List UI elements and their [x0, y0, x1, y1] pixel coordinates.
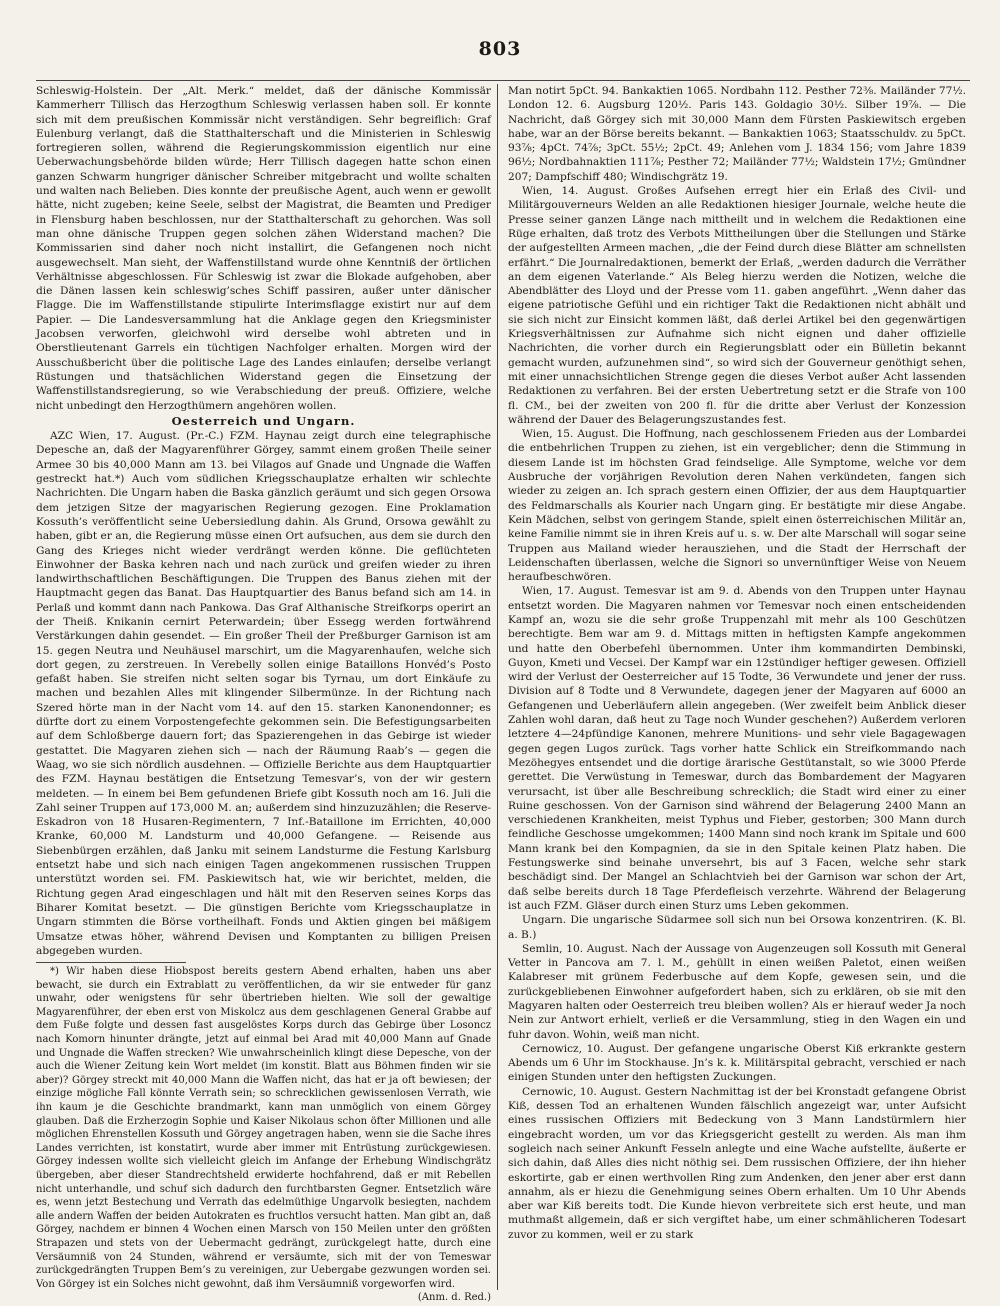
footnote-source: (Anm. d. Red.) [417, 1292, 491, 1304]
article-semlin: Semlin, 10. August. Nach der Aussage von Augenzeugen soll Kossuth mit General Vetter in Pancova am 7. l. M., gehüllt in einen weißen Paletot, einen weißen Kalabreser mit grünem Federbusche auf dem Kopfe, gewesen sein, und die zurückgebliebenen Einwohner aufgefordert haben, sich zu erklären, ob sie mit den Magyaren halten oder Oesterreich treu bleiben wollen? Als er hierauf weder Ja noch Nein zur Antwort erhielt, verließ er die Versammlung, stieg in den Wagen ein und fuhr davon. Wohin, weiß man nicht. [508, 942, 966, 1041]
footnote-rule [36, 962, 186, 963]
column-divider [497, 84, 498, 1290]
footnote-text: *) Wir haben diese Hiobspost bereits gestern Abend erhalten, haben uns aber bewacht, sie durch ein Extrablatt zu veröffentlichen, da wir sie entweder für ganz unwahr, oder wenigstens für sehr übertrieben hielten. Wie soll der gewaltige Magyarenführer, der eben erst von Miskolcz aus dem geschlagenen General Grabbe auf dem Fuße folgte und dessen fast ausgelöstes Korps durch das Gebirge über Losoncz nach Komorn hinunter drängte, jetzt auf einmal bei Arad mit 40,000 Mann auf Gnade und Ungnade die Waffen strecken? Wie unwahrscheinlich klingt diese Depesche, von der auch die Wiener Zeitung kein Wort meldet (im konstit. Blatt aus Böhmen finden wir sie aber)? Görgey streckt mit 40,000 Mann die Waffen nicht, das hat er ja oft bewiesen; der einzige mögliche Fall könnte Verrath sein; so schrecklichen gewissenlosen Verrath, wie ihn kaum je die Geschichte brandmarkt, kann man unmöglich von einem Görgey glauben. Daß die Erzherzogin Sophie und Kaiser Nikolaus schon öfter Millionen und alle möglichen Ehrenstellen Kossuth und Görgey angetragen haben, wenn sie die Sache ihres Landes verrichten, ist konstatirt, wurde aber immer mit Entrüstung zurückgewiesen. Görgey indessen wollte sich vielleicht gleich im Anfange der Erhebung Windischgrätz übergeben, aber dieser Standrechtsheld erwiderte hochfahrend, daß er mit Rebellen nicht unterhandle, und schuf sich dadurch den furchtbarsten Gegner. Entsetzlich wäre es, wenn jetzt Bestechung und Verrath das edelmüthige Ungarvolk besiegten, nachdem alle andern Waffen der beiden Autokraten es fruchtlos versucht hatten. Man gibt an, daß Görgey, nachdem er binnen 4 Wochen einen Marsch von 150 Meilen unter den größten Strapazen und stets von der Uebermacht gedrängt, zurückgelegt hatte, durch eine Versäumniß von 24 Stunden, während er versäumte, sich mit der von Temeswar zurückgedrängten Truppen Bem’s zu vereinigen, zur Uebergabe gezwungen worden sei. Von Görgey ist ein Solches nicht gewohnt, daß ihm Versäumniß vorgeworfen wird. [36, 966, 491, 1290]
section-heading-oesterreich-ungarn: Oesterreich und Ungarn. [171, 413, 356, 428]
article-schleswig-holstein: Schleswig-Holstein. Der „Alt. Merk.“ meldet, daß der dänische Kommissär Kammerherr Tillisch das Herzogthum Schleswig verlassen haben soll. Er konnte sich mit dem preußischen Kommissär nicht verständigen. Sehr begreiflich: Graf Eulenburg verlangt, daß die Statthalterschaft und die Ministerien in Schleswig fortregieren sollen, während die Regierungskommission eigentlich nur eine Ueberwachungsbehörde bilden würde; Herr Tillisch dagegen hatte schon einen ganzen Schwarm hungriger dänischer Schreiber mitgebracht und wollte schalten und walten nach Belieben. Dies konnte der preußische Agent, auch wenn er gewollt hätte, nicht zugeben; keine Seele, selbst der Magistrat, die Beamten und Prediger in Flensburg haben beschlossen, nur der Statthalterschaft zu gehorchen. Was soll man ohne dänische Truppen gegen solchen zähen Widerstand machen? Die Kommissarien sind daher noch nicht installirt, die Gefangenen noch nicht ausgewechselt. Man sieht, der Waffenstillstand wurde ohne Kenntniß der örtlichen Verhältnisse abgeschlossen. Für Schleswig ist zwar die Blokade aufgehoben, aber die Dänen lassen kein schleswig’sches Schiff passiren, außer unter dänischer Flagge. Die im Waffenstillstande stipulirte Interimsflagge existirt nur auf dem Papier. — Die Landesversammlung hat die Anklage gegen den Kriegsminister Jacobsen verworfen, gleichwohl wird derselbe wohl abtreten und in Oberstlieutenant Garrels ein tüchtigen Nachfolger erhalten. Morgen wird der Ausschußbericht über die politische Lage des Landes einlaufen; derselbe verlangt Rüstungen und thatsächlichen Widerstand gegen die Einsetzung der Waffenstillstandsregierung, so wie Verabschiedung der preuß. Offiziere, welche nicht unbedingt den Herzogthümern angehören wollen. [36, 85, 491, 412]
footnote [36, 965, 491, 1305]
article-ungarn: Ungarn. Die ungarische Südarmee soll sich nun bei Orsowa konzentriren. (K. Bl. a. B.) [508, 914, 966, 941]
right-column [508, 84, 966, 1292]
article-wien-17-august: Wien, 17. August. Temesvar ist am 9. d. Abends von den Truppen unter Haynau entsetzt worden. Die Magyaren nahmen vor Temesvar noch einen entscheidenden Kampf an, wozu sie die sehr große Truppenzahl mit mehr als 100 Geschützen berechtigte. Bem war am 9. d. Mittags mitten in heftigsten Kampfe angekommen und hatte den Oberbefehl übernommen. Unter ihm kommandirten Dembinski, Guyon, Kmeti und Vecsei. Der Kampf war ein 12stündiger heftiger gewesen. Offiziell wird der Verlust der Oesterreicher auf 15 Todte, 36 Verwundete und jener der russ. Division auf 8 Todte und 8 Verwundete, dagegen jener der Magyaren auf 6000 an Gefangenen und Ueberläufern allein angegeben. (Wer zweifelt beim Anblick dieser Zahlen wohl daran, daß heut zu Tage noch Wunder geschehen?) Außerdem verloren letztere 4—24pfündige Kanonen, mehrere Munitions- und sehr viele Bagagewagen gegen gegen Lugos zurück. Tags vorher hatte Schlick ein Streifkommando nach Mezöhegyes entsendet und die dortige ärarische Gestütanstalt, so wie 3000 Pferde gerettet. Die Verwüstung in Temeswar, durch das Bombardement der Magyaren verursacht, ist über alle Beschreibung schrecklich; die Stadt wird einer zu einer Ruine geschossen. Von der Garnison sind während der Belagerung 2400 Mann an verschiedenen Krankheiten, meist Typhus und Fieber, gestorben; 300 Mann durch feindliche Geschosse umgekommen; 1400 Mann sind noch krank im Spitale und 600 Mann krank bei den Kompagnien, da sie in den Spitale keinen Platz haben. Die Festungswerke sind beinahe unversehrt, bis auf 3 Facen, welche sehr stark beschädigt sind. Der Mangel an Schlachtvieh bei der Garnison war schon der Art, daß selbe bereits durch 18 Tage Pferdefleisch verzehrte. Während der Belagerung ist auch FZM. Gläser durch einen Sturz ums Leben gekommen. [508, 585, 966, 912]
article-wien-15-august: Wien, 15. August. Die Hoffnung, nach geschlossenem Frieden aus der Lombardei die entbehrlichen Truppen zu ziehen, ist ein vergeblicher; denn die Stimmung in diesem Lande ist im höchsten Grad feindselige. Alle Symptome, welche vor dem Ausbruche der vorjährigen Revolution deren Nahen verkündeten, fangen sich wieder zu zeigen an. Ich sprach gestern einen Offizier, der aus dem Hauptquartier des Feldmarschalls als Kourier nach Ungarn ging. Er bestätigte mir diese Angabe. Kein Mädchen, selbst von geringem Stande, spielt einen österreichischen Militär an, keine Familie nimmt sie in ihren Kreis auf u. s. w. Der alte Marschall will sogar seine Truppen aus Mailand wieder herausziehen, und die Stadt der Herrschaft der Leidenschaften überlassen, welche die Signori so unvernünftiger Weise von Neuem heraufbeschwören. [508, 428, 966, 584]
article-cernowicz-1: Cernowicz, 10. August. Der gefangene ungarische Oberst Kiß erkrankte gestern Abends um 6 Uhr im Stockhause. Jn’s k. k. Militärspital gebracht, verschied er nach einigen Stunden unter den heftigsten Zuckungen. [508, 1042, 966, 1084]
article-wien-17-august-azc: AZC Wien, 17. August. (Pr.-C.) FZM. Haynau zeigt durch eine telegraphische Depesche an, daß der Magyarenführer Görgey, sammt einem großen Theile seiner Armee 30 bis 40,000 Mann am 13. bei Vilagos auf Gnade und Ungnade die Waffen gestreckt hat.*) Auch vom südlichen Kriegsschauplatze erhalten wir schlechte Nachrichten. Die Ungarn haben die Baska gänzlich geräumt und sich gegen Orsowa dem jetzigen Sitze der magyarischen Regierung gezogen. Eine Proklamation Kossuth’s veröffentlicht seine Uebersiedlung dahin. Als Grund, Orsowa gewählt zu haben, gibt er an, die Regierung müsse einen Ort aufsuchen, aus dem sie durch den Gang des Krieges nicht wieder verdrängt werden könne. Die geflüchteten Einwohner der Baska kehren nach und nach zurück und greifen wieder zu ihren landwirthschaftlichen Beschäftigungen. Die Truppen des Banus ziehen mit der Hauptmacht gegen das Banat. Das Hauptquartier des Banus befand sich am 14. in Perlaß und kommt dann nach Pankowa. Das Graf Althanische Streifkorps operirt an der Theiß. Knikanin cernirt Peterwardein; über Essegg werden fortwährend Verstärkungen dahin gesendet. — Ein großer Theil der Preßburger Garnison ist am 15. gegen Neutra und Neuhäusel marschirt, um die Magyarenhaufen, welche sich dort gegen, zu zerstreuen. In Verebelly sollen einige Bataillons Honvéd’s Posto gefaßt haben. Sie streifen nicht selten sogar bis Tyrnau, um dort Einkäufe zu machen und bezahlen Alles mit klingender Silbermünze. In der Richtung nach Szered hörte man in der Nacht vom 14. auf den 15. starken Kanonendonner; es dürfte dort zu einem Vorpostengefechte gekommen sein. Die Befestigungsarbeiten auf dem Schloßberge dauern fort; das Spazierengehen in das Gebirge ist wieder gestattet. Die Magyaren ziehen sich — nach der Räumung Raab’s — gegen die Waag, wo sie sich nördlich ausdehnen. — Offizielle Berichte aus dem Hauptquartier des FZM. Haynau bestätigen die Entsetzung Temesvar’s, von der wir gestern meldeten. — In einem bei Bem gefundenen Briefe gibt Kossuth noch am 16. Juli die Zahl seiner Truppen auf 173,000 M. an; außerdem sind hinzuzuzählen; die Reserve-Eskadron von 18 Husaren-Regimentern, 7 Inf.-Bataillone im Errichten, 40,000 Kranke, 60,000 M. Landsturm und 40,000 Gefangene. — Reisende aus Siebenbürgen erzählen, daß Janku mit seinem Landsturme die Festung Karlsburg entsetzt habe und sich nach einigen Tagen angekommenen russischen Truppen unterstützt worden sei. FM. Paskiewitsch hat, wie wir berichtet, melden, die Richtung gegen Arad eingeschlagen und hält mit den Reserven seines Korps das Biharer Komitat besetzt. — Die günstigen Berichte vom Kriegsschauplatze in Ungarn stimmten die Börse vortheilhaft. Fonds und Aktien gingen bei mäßigem Umsatze etwas höher, während Devisen und Komptanten zu billigen Preisen abgegeben wurden. [36, 430, 491, 957]
left-column [36, 84, 491, 1304]
header-rule [36, 80, 970, 81]
page-number: 803 [478, 38, 522, 60]
article-cernowic-2: Cernowic, 10. August. Gestern Nachmittag ist der bei Kronstadt gefangene Obrist Kiß, dessen Tod an erhaltenen Wunden fälschlich angezeigt war, unter Aufsicht eines russischen Offiziers mit Bedeckung von 3 Mann Landstürmlern hier eingebracht worden, um vor das Kriegsgericht gestellt zu werden. Als man ihm sogleich nach seiner Ankunft Fesseln anlegte und eine Wache aufstellte, äußerte er sich dahin, daß Alles dies nicht nöthig sei. Dem russischen Offiziere, der ihn hieher eskortirte, gab er einen werthvollen Ring zum Andenken, den jener aber erst dann annahm, als er hiezu die Genehmigung seines Obern erhalten. Um 10 Uhr Abends aber war Kiß bereits todt. Die Kunde hievon verbreitete sich erst heute, und man muthmaßt allgemein, daß er sich vergiftet habe, um einer schmählicheren Todesart zuvor zu kommen, weil er zu stark [508, 1085, 966, 1241]
article-boerse-continued: Man notirt 5pCt. 94. Bankaktien 1065. Nordbahn 112. Pesther 72⅜. Mailänder 77½. London 12. 6. Augsburg 120½. Paris 143. Goldagio 30½. Silber 19⅞. — Die Nachricht, daß Görgey sich mit 30,000 Mann dem Fürsten Paskiewitsch ergeben habe, war an der Börse bereits bekannt. — Bankaktien 1063; Staatsschuldv. zu 5pCt. 93⅞; 4pCt. 74⅞; 3pCt. 55½; 2pCt. 49; Anlehen vom J. 1834 156; vom Jahre 1839 96½; Nordbahnaktien 111⅞; Pesther 72; Mailänder 77½; Waldstein 17½; Gmündner 207; Dampfschiff 480; Windischgrätz 19. [508, 85, 966, 183]
article-wien-14-august: Wien, 14. August. Großes Aufsehen erregt hier ein Erlaß des Civil- und Militärgouverneurs Welden an alle Redaktionen hiesiger Journale, welche heute die Presse seiner ganzen Länge nach mittheilt und in welchem die Redaktionen eine Rüge erhalten, daß trotz des Verbots Mittheilungen über die Stellungen und Stärke der aufgestellten Armeen machen, „die der Feind durch diese Blätter am schnellsten erfährt.“ Die Journalredaktionen, bemerkt der Erlaß, „werden dadurch die Verräther an dem eigenen Vaterlande.“ Als Beleg hierzu werden die Notizen, welche die Abendblätter des Lloyd und der Presse vom 11. gaben angeführt. „Wenn daher das eigene patriotische Gefühl und ein richtiger Takt die Redaktionen nicht abhält und sie sich nicht zur Einsicht kommen läßt, daß derlei Artikel bei den gegenwärtigen Kriegsverhältnissen zur Aufnahme sich nicht eignen und daher offizielle Nachrichten, die vorher durch ein Regierungsblatt oder ein Bülletin bekannt gemacht wurden, aufzunehmen sind“, so wird sich der Gouverneur genöthigt sehen, mit einer unnachsichtlichen Strenge gegen die dieses Verbot außer Acht lassenden Redaktionen zu verfahren. Bei der ersten Uebertretung setzt er die Strafe von 100 fl. CM., bei der zweiten von 200 fl. für die dritte aber Verlust der Konzession während der Dauer des Belagerungszustandes fest. [508, 185, 966, 426]
